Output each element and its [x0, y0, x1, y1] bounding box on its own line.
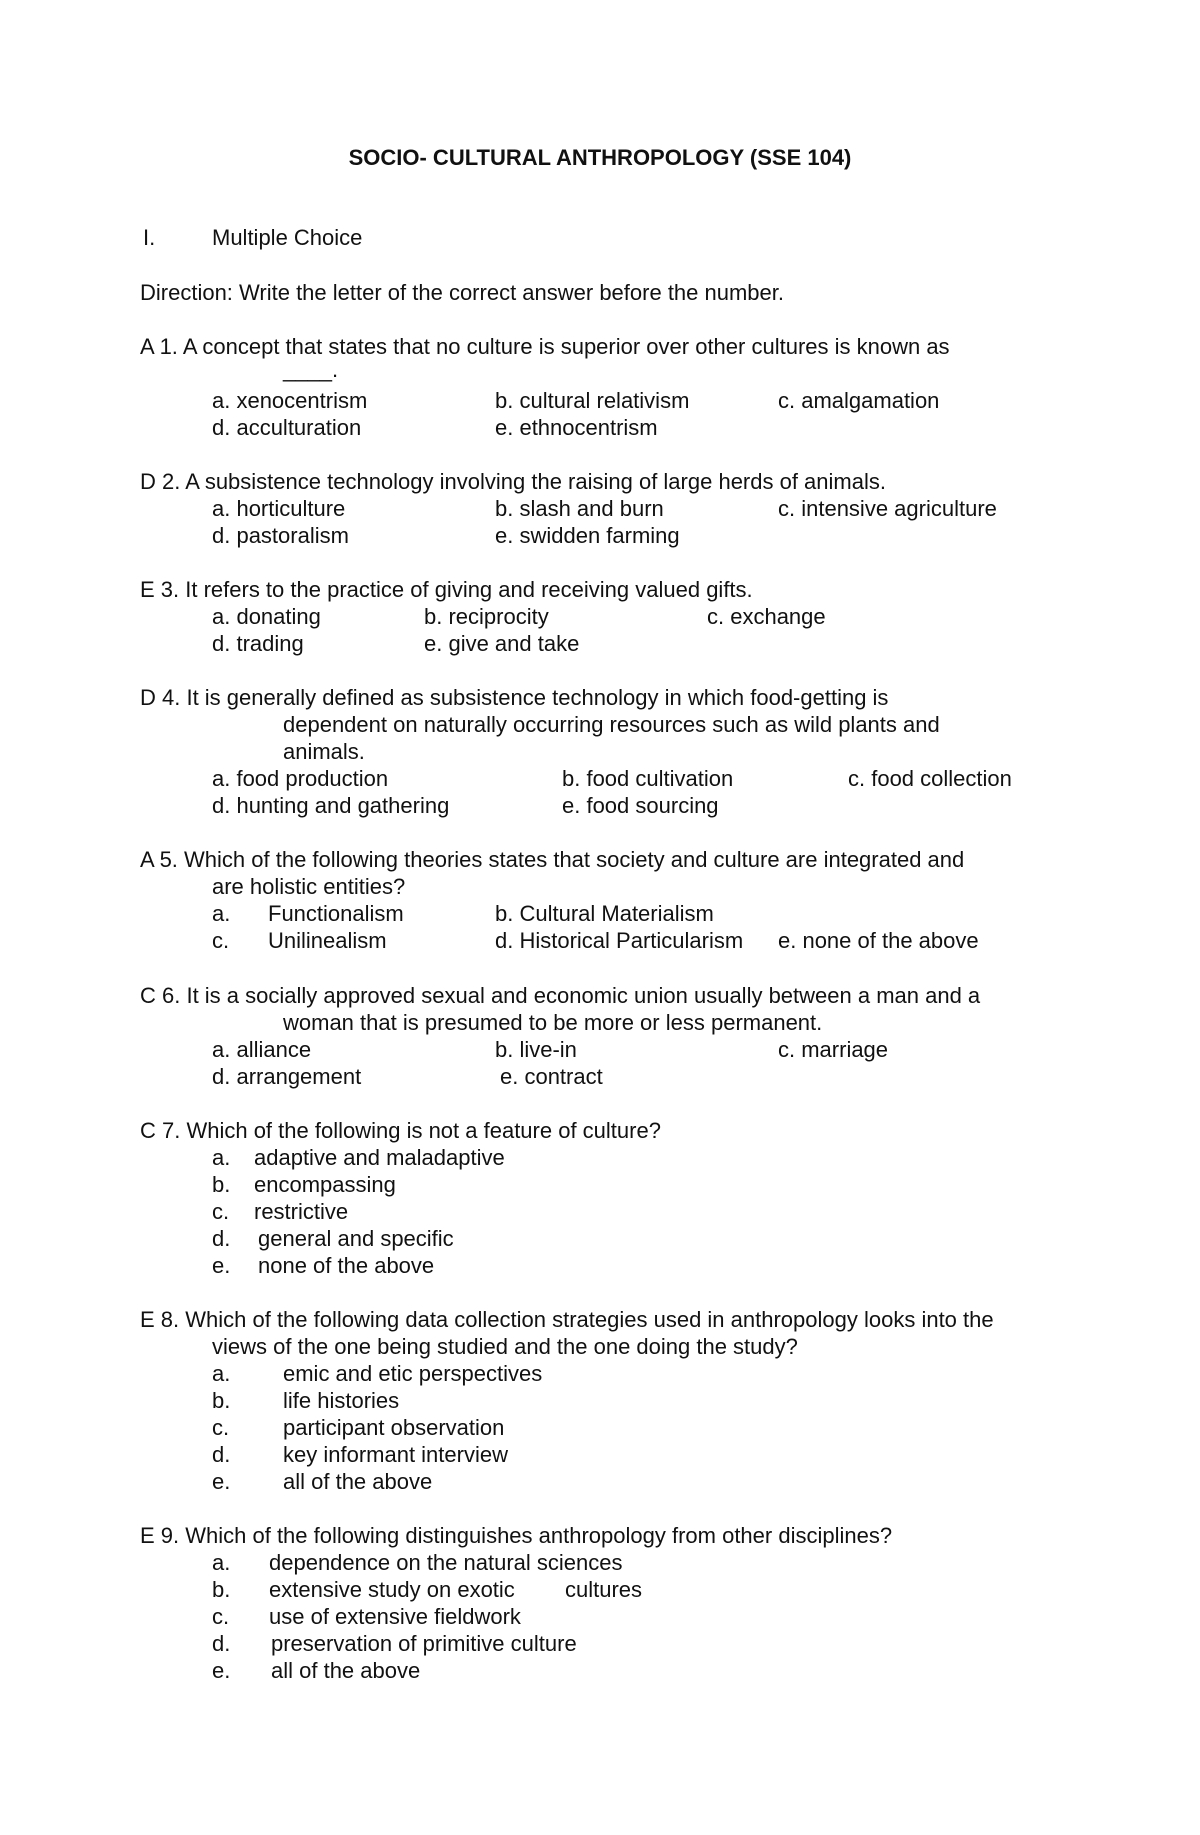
choice-c: c. exchange: [707, 604, 826, 629]
choice-d-letter: d.: [212, 1226, 231, 1251]
choice-d: general and specific: [258, 1226, 454, 1251]
choice-e-letter: e.: [212, 1469, 231, 1494]
choice-e: e. contract: [500, 1064, 603, 1089]
choice-a-letter: a.: [212, 1550, 231, 1575]
choice-a-letter: a.: [212, 1361, 231, 1386]
choice-b: life histories: [283, 1388, 400, 1413]
choice-e-letter: e.: [212, 1658, 231, 1683]
choice-b: encompassing: [254, 1172, 396, 1197]
choice-c-letter: c.: [212, 1604, 230, 1629]
choice-a: a. food production: [212, 766, 389, 791]
choice-d: d. trading: [212, 631, 304, 656]
section-number: I.: [143, 225, 156, 250]
choice-e: e. none of the above: [778, 928, 979, 953]
question-stem: are holistic entities?: [212, 874, 406, 899]
question-stem: views of the one being studied and the one doing the study?: [212, 1334, 798, 1359]
choice-a: dependence on the natural sciences: [269, 1550, 623, 1575]
choice-c: c. amalgamation: [778, 388, 940, 413]
choice-b-continued: cultures: [565, 1577, 643, 1602]
choice-d: d. arrangement: [212, 1064, 362, 1089]
choice-d-letter: d.: [212, 1442, 231, 1467]
choice-d: d. hunting and gathering: [212, 793, 450, 818]
choice-a: a. xenocentrism: [212, 388, 368, 413]
choice-d-letter: d.: [212, 1631, 231, 1656]
question-stem: E 3. It refers to the practice of giving and receiving valued gifts.: [140, 577, 753, 602]
choice-c: participant observation: [283, 1415, 505, 1440]
choice-c: restrictive: [254, 1199, 349, 1224]
choice-a: Functionalism: [268, 901, 404, 926]
question-stem: dependent on naturally occurring resources such as wild plants and: [283, 712, 940, 737]
choice-b: b. slash and burn: [495, 496, 664, 521]
question-stem: A 5. Which of the following theories states that society and culture are integrated and: [140, 847, 965, 872]
choice-d: d. acculturation: [212, 415, 362, 440]
choice-c: Unilinealism: [268, 928, 387, 953]
question-stem: C 6. It is a socially approved sexual and economic union usually between a man and a: [140, 983, 981, 1008]
choice-c: c. food collection: [848, 766, 1012, 791]
choice-a: a. donating: [212, 604, 321, 629]
choice-a-letter: a.: [212, 901, 231, 926]
choice-d: key informant interview: [283, 1442, 508, 1467]
document-title: SOCIO- CULTURAL ANTHROPOLOGY (SSE 104): [348, 145, 852, 170]
choice-a: a. horticulture: [212, 496, 346, 521]
choice-a-letter: a.: [212, 1145, 231, 1170]
choice-c-letter: c.: [212, 1415, 230, 1440]
question-stem: E 9. Which of the following distinguishes anthropology from other disciplines?: [140, 1523, 893, 1548]
choice-c-letter: c.: [212, 1199, 230, 1224]
choice-b-letter: b.: [212, 1577, 231, 1602]
choice-c-letter: c.: [212, 928, 230, 953]
choice-e: all of the above: [283, 1469, 433, 1494]
question-stem: E 8. Which of the following data collection strategies used in anthropology looks into the: [140, 1307, 994, 1332]
choice-e: e. give and take: [424, 631, 580, 656]
choice-d: preservation of primitive culture: [271, 1631, 577, 1656]
choice-a: adaptive and maladaptive: [254, 1145, 505, 1170]
choice-e: all of the above: [271, 1658, 421, 1683]
choice-b: b. reciprocity: [424, 604, 549, 629]
choice-b-letter: b.: [212, 1172, 231, 1197]
choice-e: e. ethnocentrism: [495, 415, 658, 440]
question-stem: C 7. Which of the following is not a feature of culture?: [140, 1118, 661, 1143]
question-stem: D 2. A subsistence technology involving the raising of large herds of animals.: [140, 469, 886, 494]
choice-a: emic and etic perspectives: [283, 1361, 543, 1386]
choice-d: d. Historical Particularism: [495, 928, 744, 953]
choice-c: c. marriage: [778, 1037, 889, 1062]
choice-e-letter: e.: [212, 1253, 231, 1278]
choice-b: b. live-in: [495, 1037, 577, 1062]
choice-d: d. pastoralism: [212, 523, 349, 548]
direction-text: Direction: Write the letter of the correct answer before the number.: [140, 280, 785, 305]
question-stem: D 4. It is generally defined as subsistence technology in which food-getting is: [140, 685, 889, 710]
choice-b: b. cultural relativism: [495, 388, 690, 413]
section-title: Multiple Choice: [212, 225, 363, 250]
question-stem-blank: ____.: [283, 357, 339, 382]
choice-e: e. swidden farming: [495, 523, 680, 548]
choice-b: b. Cultural Materialism: [495, 901, 714, 926]
choice-e: e. food sourcing: [562, 793, 719, 818]
choice-c: use of extensive fieldwork: [269, 1604, 521, 1629]
choice-b: b. food cultivation: [562, 766, 734, 791]
choice-e: none of the above: [258, 1253, 435, 1278]
choice-c: c. intensive agriculture: [778, 496, 997, 521]
choice-b: extensive study on exotic: [269, 1577, 515, 1602]
choice-a: a. alliance: [212, 1037, 312, 1062]
question-stem: A 1. A concept that states that no culture is superior over other cultures is known as: [140, 334, 950, 359]
question-stem: woman that is presumed to be more or less permanent.: [283, 1010, 823, 1035]
question-stem: animals.: [283, 739, 365, 764]
choice-b-letter: b.: [212, 1388, 231, 1413]
